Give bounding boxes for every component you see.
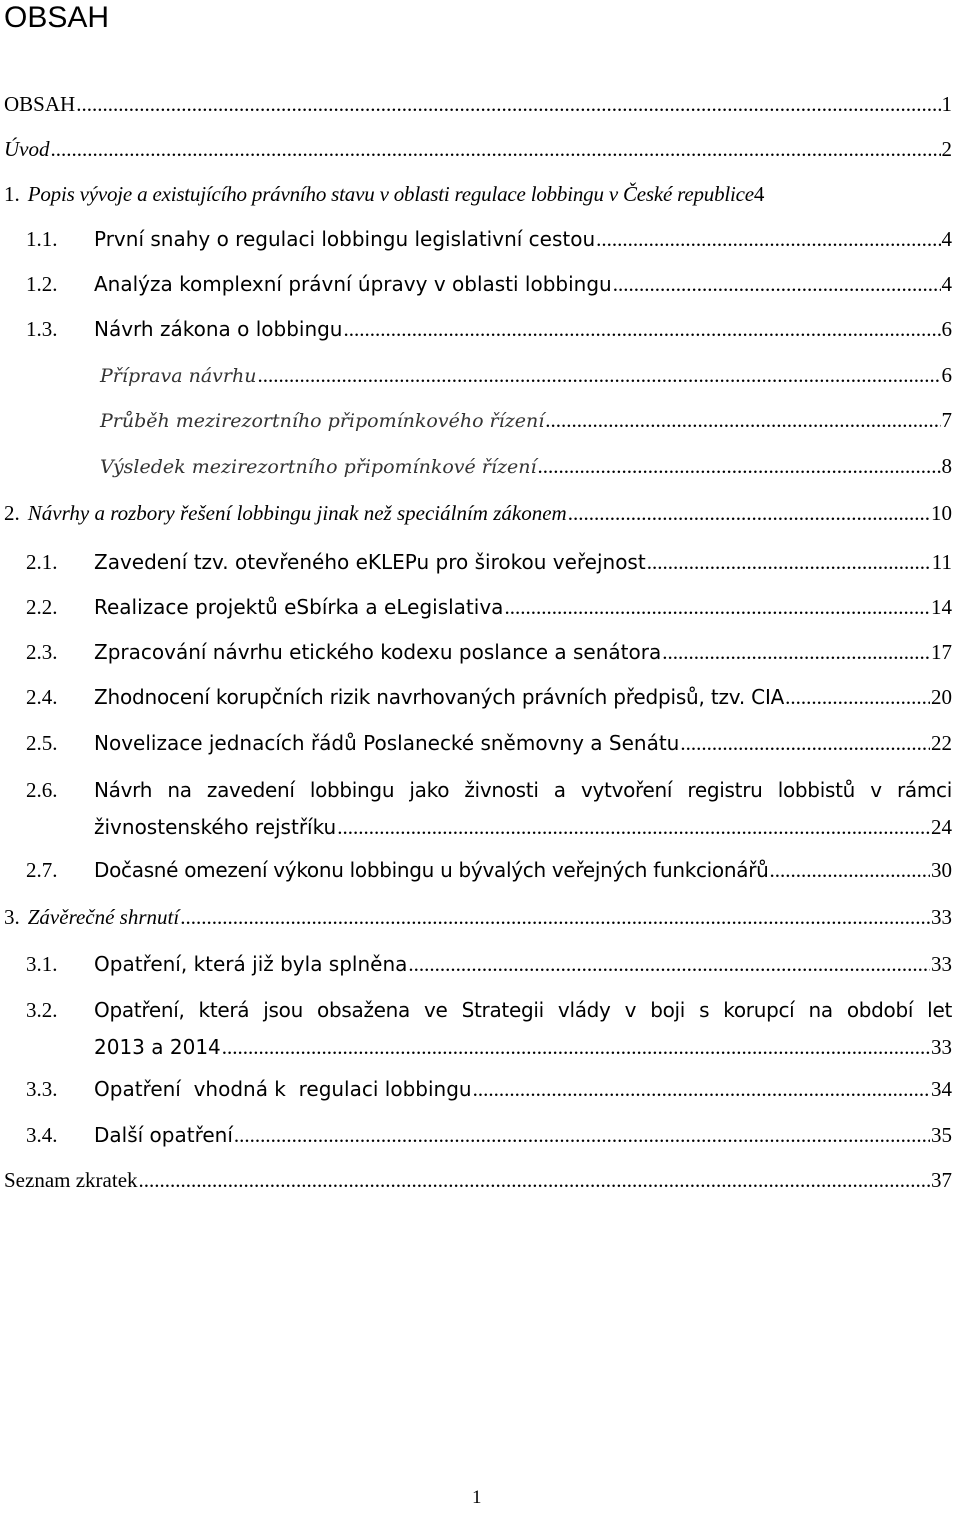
toc-label: Závěrečné shrnutí <box>27 905 180 929</box>
toc-label-line1: Návrh na zavedení lobbingu jako živnosti a vytvoření registru lobbistů v rámci <box>94 778 952 802</box>
toc-number: 3. <box>4 905 20 929</box>
toc-label: První snahy o regulaci lobbingu legislativní cestou <box>94 227 596 251</box>
toc-number: 2.2. <box>26 595 58 619</box>
toc-leader <box>770 856 931 884</box>
toc-entry-priprava[interactable] <box>100 361 952 390</box>
toc-leader <box>408 950 930 978</box>
toc-leader <box>139 1166 930 1194</box>
toc-label-line2: živnostenského rejstříku <box>94 815 337 839</box>
toc-label: Příprava návrhu <box>100 365 257 387</box>
toc-number: 1. <box>4 182 20 206</box>
toc-page: 20 <box>931 685 952 709</box>
toc-leader <box>538 452 941 480</box>
toc-label: Průběh mezirezortního připomínkového řízení <box>100 410 545 432</box>
toc-entry-2-2[interactable] <box>26 593 952 621</box>
toc-page: 2 <box>941 137 952 161</box>
toc-page: 7 <box>941 408 952 432</box>
toc-number: 2.5. <box>26 731 58 755</box>
toc-entry-3[interactable] <box>4 903 952 931</box>
toc-label: Seznam zkratek <box>4 1168 138 1192</box>
toc-leader <box>337 813 930 841</box>
toc-page: 6 <box>941 363 952 387</box>
toc-page: 34 <box>931 1077 952 1101</box>
toc-page: 17 <box>931 640 952 664</box>
toc-label: Návrh zákona o lobbingu <box>94 317 343 341</box>
toc-entry-2[interactable] <box>4 499 952 527</box>
toc-number: 3.1. <box>26 952 58 976</box>
toc-label: Zavedení tzv. otevřeného eKLEPu pro širokou veřejnost <box>94 550 646 574</box>
toc-label: Zhodnocení korupčních rizik navrhovaných právních předpisů, tzv. CIA <box>94 685 785 709</box>
toc-page: 14 <box>931 595 952 619</box>
toc-leader <box>222 1033 930 1061</box>
toc-number: 1.1. <box>26 227 58 251</box>
toc-label: OBSAH <box>4 92 76 116</box>
toc-leader <box>545 406 940 434</box>
toc-entry-2-4[interactable] <box>26 683 952 711</box>
toc-label: Úvod <box>4 137 50 161</box>
toc-page: 1 <box>941 92 952 116</box>
toc-leader <box>180 903 930 931</box>
toc-label: Návrhy a rozbory řešení lobbingu jinak než speciálním zákonem <box>27 501 567 525</box>
toc-label: Výsledek mezirezortního připomínkové řízení <box>100 456 537 478</box>
toc-entry-uvod[interactable] <box>4 135 952 163</box>
toc-entry-2-1[interactable] <box>26 548 952 576</box>
toc-entry-obsah[interactable] <box>4 90 952 118</box>
toc-label: Opatření, která již byla splněna <box>94 952 408 976</box>
toc-leader <box>680 729 930 757</box>
page-number: 1 <box>472 1487 482 1508</box>
toc-leader <box>568 499 930 527</box>
toc-leader <box>473 1075 930 1103</box>
toc-page: 22 <box>931 731 952 755</box>
toc-entry-2-5[interactable] <box>26 729 952 757</box>
toc-entry-3-4[interactable] <box>26 1121 952 1149</box>
toc-label-line2: 2013 a 2014 <box>94 1035 221 1059</box>
toc-number: 1.3. <box>26 317 58 341</box>
toc-label: Další opatření <box>94 1123 233 1147</box>
toc-leader <box>662 638 930 666</box>
toc-page: 11 <box>931 550 952 574</box>
toc-entry-3-3[interactable] <box>26 1075 952 1103</box>
toc-label-line1: Opatření, která jsou obsažena ve Strategii vlády v boji s korupcí na období let <box>94 998 952 1022</box>
toc-page: 30 <box>931 858 952 882</box>
toc-page: 33 <box>931 905 952 929</box>
toc-label: Dočasné omezení výkonu lobbingu u bývalých veřejných funkcionářů <box>94 858 769 882</box>
toc-page: 10 <box>931 501 952 525</box>
toc-page: 4 <box>941 227 952 251</box>
document-title: OBSAH <box>4 1 110 34</box>
toc-number: 2.6. <box>26 778 58 802</box>
toc-entry-2-7[interactable] <box>26 856 952 884</box>
toc-entry-2-6[interactable] <box>26 776 952 846</box>
toc-page: 35 <box>931 1123 952 1147</box>
toc-entry-1-1[interactable] <box>26 225 952 253</box>
toc-leader <box>596 225 940 253</box>
toc-leader <box>613 270 941 298</box>
toc-number: 3.3. <box>26 1077 58 1101</box>
toc-entry-prubeh[interactable] <box>100 406 952 435</box>
toc-number: 2.4. <box>26 685 58 709</box>
toc-leader <box>344 315 941 343</box>
toc-label: Realizace projektů eSbírka a eLegislativa <box>94 595 504 619</box>
toc-page: 33 <box>931 952 952 976</box>
toc-number: 2.3. <box>26 640 58 664</box>
toc-number: 3.4. <box>26 1123 58 1147</box>
toc-entry-seznam-zkratek[interactable] <box>4 1166 952 1194</box>
toc-leader <box>257 361 940 389</box>
toc-entry-2-3[interactable] <box>26 638 952 666</box>
toc-page: 24 <box>931 815 952 839</box>
toc-entry-1-2[interactable] <box>26 270 952 298</box>
toc-leader <box>76 90 940 118</box>
toc-leader <box>51 135 941 163</box>
toc-page: 37 <box>931 1168 952 1192</box>
toc-leader <box>647 548 931 576</box>
toc-page: 33 <box>931 1035 952 1059</box>
toc-number: 1.2. <box>26 272 58 296</box>
toc-entry-3-2[interactable] <box>26 996 952 1066</box>
toc-number: 2.1. <box>26 550 58 574</box>
toc-page: 4 <box>941 272 952 296</box>
toc-label: Novelizace jednacích řádů Poslanecké sněmovny a Senátu <box>94 731 680 755</box>
toc-label: Opatření vhodná k regulaci lobbingu <box>94 1077 472 1101</box>
toc-page: 4 <box>753 182 765 206</box>
toc-number: 3.2. <box>26 998 58 1022</box>
toc-leader <box>504 593 930 621</box>
toc-label: Popis vývoje a existujícího právního stavu v oblasti regulace lobbingu v České republice <box>27 182 754 206</box>
toc-label: Analýza komplexní právní úpravy v oblasti lobbingu <box>94 272 612 296</box>
toc-label: Zpracování návrhu etického kodexu poslance a senátora <box>94 640 662 664</box>
toc-number: 2.7. <box>26 858 58 882</box>
toc-entry-vysledek[interactable] <box>100 452 952 481</box>
toc-page: 8 <box>941 454 952 478</box>
toc-number: 2. <box>4 501 20 525</box>
toc-entry-3-1[interactable] <box>26 950 952 978</box>
toc-entry-1-3[interactable] <box>26 315 952 343</box>
toc-page: 6 <box>941 317 952 341</box>
toc-leader <box>234 1121 930 1149</box>
toc-entry-1[interactable] <box>4 180 952 208</box>
toc-leader <box>785 683 930 711</box>
